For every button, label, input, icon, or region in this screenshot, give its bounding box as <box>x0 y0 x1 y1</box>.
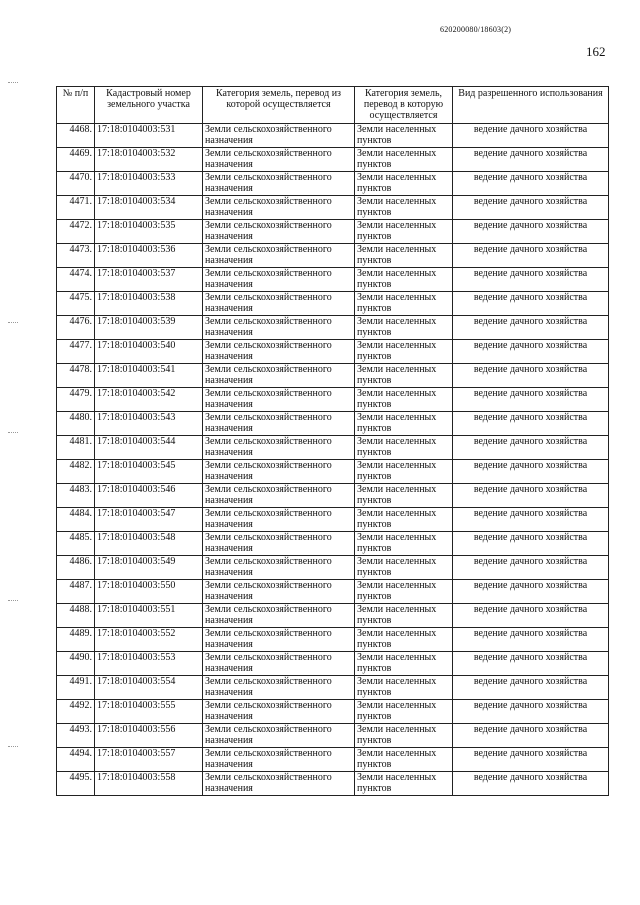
to-category: Земли населенных пунктов <box>355 772 453 796</box>
row-number: 4475. <box>57 292 95 316</box>
from-category: Земли сельскохозяйственного назначения <box>203 580 355 604</box>
scan-margin-mark <box>8 82 18 85</box>
use-type: ведение дачного хозяйства <box>453 508 609 532</box>
from-category: Земли сельскохозяйственного назначения <box>203 268 355 292</box>
from-category: Земли сельскохозяйственного назначения <box>203 484 355 508</box>
use-type: ведение дачного хозяйства <box>453 196 609 220</box>
table-row <box>57 268 609 292</box>
table-row <box>57 436 609 460</box>
table-row <box>57 508 609 532</box>
cadastral-number: 17:18:0104003:537 <box>95 268 203 292</box>
cadastral-number: 17:18:0104003:547 <box>95 508 203 532</box>
cadastral-number: 17:18:0104003:555 <box>95 700 203 724</box>
use-type: ведение дачного хозяйства <box>453 172 609 196</box>
from-category: Земли сельскохозяйственного назначения <box>203 724 355 748</box>
use-type: ведение дачного хозяйства <box>453 316 609 340</box>
to-category: Земли населенных пунктов <box>355 268 453 292</box>
use-type: ведение дачного хозяйства <box>453 460 609 484</box>
row-number: 4493. <box>57 724 95 748</box>
table-row <box>57 532 609 556</box>
row-number: 4489. <box>57 628 95 652</box>
table-row <box>57 196 609 220</box>
use-type: ведение дачного хозяйства <box>453 124 609 148</box>
use-type: ведение дачного хозяйства <box>453 244 609 268</box>
row-number: 4471. <box>57 196 95 220</box>
cadastral-number: 17:18:0104003:545 <box>95 460 203 484</box>
cadastral-number: 17:18:0104003:544 <box>95 436 203 460</box>
to-category: Земли населенных пунктов <box>355 652 453 676</box>
row-number: 4472. <box>57 220 95 244</box>
table-row <box>57 172 609 196</box>
from-category: Земли сельскохозяйственного назначения <box>203 292 355 316</box>
from-category: Земли сельскохозяйственного назначения <box>203 436 355 460</box>
row-number: 4468. <box>57 124 95 148</box>
to-category: Земли населенных пунктов <box>355 484 453 508</box>
to-category: Земли населенных пунктов <box>355 628 453 652</box>
from-category: Земли сельскохозяйственного назначения <box>203 244 355 268</box>
use-type: ведение дачного хозяйства <box>453 724 609 748</box>
to-category: Земли населенных пунктов <box>355 364 453 388</box>
use-type: ведение дачного хозяйства <box>453 388 609 412</box>
use-type: ведение дачного хозяйства <box>453 580 609 604</box>
to-category: Земли населенных пунктов <box>355 244 453 268</box>
from-category: Земли сельскохозяйственного назначения <box>203 604 355 628</box>
from-category: Земли сельскохозяйственного назначения <box>203 388 355 412</box>
to-category: Земли населенных пунктов <box>355 532 453 556</box>
from-category: Земли сельскохозяйственного назначения <box>203 508 355 532</box>
table-body <box>57 124 609 796</box>
scan-margin-mark <box>8 746 18 749</box>
use-type: ведение дачного хозяйства <box>453 412 609 436</box>
table-row <box>57 748 609 772</box>
cadastral-number: 17:18:0104003:540 <box>95 340 203 364</box>
to-category: Земли населенных пунктов <box>355 604 453 628</box>
from-category: Земли сельскохозяйственного назначения <box>203 556 355 580</box>
table-row <box>57 556 609 580</box>
table-row <box>57 220 609 244</box>
cadastral-number: 17:18:0104003:557 <box>95 748 203 772</box>
cadastral-number: 17:18:0104003:531 <box>95 124 203 148</box>
cadastral-number: 17:18:0104003:548 <box>95 532 203 556</box>
cadastral-number: 17:18:0104003:536 <box>95 244 203 268</box>
scan-margin-mark <box>8 322 18 325</box>
table-row <box>57 460 609 484</box>
row-number: 4486. <box>57 556 95 580</box>
cadastral-number: 17:18:0104003:535 <box>95 220 203 244</box>
row-number: 4495. <box>57 772 95 796</box>
row-number: 4477. <box>57 340 95 364</box>
from-category: Земли сельскохозяйственного назначения <box>203 460 355 484</box>
from-category: Земли сельскохозяйственного назначения <box>203 652 355 676</box>
table-row <box>57 484 609 508</box>
to-category: Земли населенных пунктов <box>355 436 453 460</box>
cadastral-number: 17:18:0104003:551 <box>95 604 203 628</box>
to-category: Земли населенных пунктов <box>355 148 453 172</box>
use-type: ведение дачного хозяйства <box>453 628 609 652</box>
from-category: Земли сельскохозяйственного назначения <box>203 364 355 388</box>
use-type: ведение дачного хозяйства <box>453 676 609 700</box>
row-number: 4469. <box>57 148 95 172</box>
cadastral-number: 17:18:0104003:558 <box>95 772 203 796</box>
scan-margin-mark <box>8 600 18 603</box>
to-category: Земли населенных пунктов <box>355 460 453 484</box>
to-category: Земли населенных пунктов <box>355 556 453 580</box>
to-category: Земли населенных пунктов <box>355 508 453 532</box>
cadastral-number: 17:18:0104003:538 <box>95 292 203 316</box>
from-category: Земли сельскохозяйственного назначения <box>203 340 355 364</box>
to-category: Земли населенных пунктов <box>355 388 453 412</box>
table-row <box>57 772 609 796</box>
to-category: Земли населенных пунктов <box>355 340 453 364</box>
use-type: ведение дачного хозяйства <box>453 556 609 580</box>
table-row <box>57 364 609 388</box>
table-row <box>57 124 609 148</box>
table-row <box>57 676 609 700</box>
to-category: Земли населенных пунктов <box>355 196 453 220</box>
use-type: ведение дачного хозяйства <box>453 268 609 292</box>
row-number: 4491. <box>57 676 95 700</box>
table-row <box>57 628 609 652</box>
column-header-cadastral: Кадастровый номер земельного участка <box>95 87 203 124</box>
use-type: ведение дачного хозяйства <box>453 340 609 364</box>
cadastral-number: 17:18:0104003:539 <box>95 316 203 340</box>
row-number: 4478. <box>57 364 95 388</box>
table-row <box>57 244 609 268</box>
row-number: 4480. <box>57 412 95 436</box>
to-category: Земли населенных пунктов <box>355 676 453 700</box>
table-row <box>57 604 609 628</box>
from-category: Земли сельскохозяйственного назначения <box>203 316 355 340</box>
table-row <box>57 412 609 436</box>
to-category: Земли населенных пунктов <box>355 412 453 436</box>
to-category: Земли населенных пунктов <box>355 124 453 148</box>
cadastral-number: 17:18:0104003:550 <box>95 580 203 604</box>
row-number: 4483. <box>57 484 95 508</box>
table-row <box>57 148 609 172</box>
row-number: 4474. <box>57 268 95 292</box>
to-category: Земли населенных пунктов <box>355 292 453 316</box>
column-header-from-category: Категория земель, перевод из которой осуществляется <box>203 87 355 124</box>
document-id: 620200080/18603(2) <box>440 25 512 34</box>
table-row <box>57 724 609 748</box>
to-category: Земли населенных пунктов <box>355 700 453 724</box>
from-category: Земли сельскохозяйственного назначения <box>203 628 355 652</box>
column-header-number: № п/п <box>57 87 95 124</box>
row-number: 4482. <box>57 460 95 484</box>
cadastral-number: 17:18:0104003:549 <box>95 556 203 580</box>
use-type: ведение дачного хозяйства <box>453 532 609 556</box>
use-type: ведение дачного хозяйства <box>453 292 609 316</box>
use-type: ведение дачного хозяйства <box>453 652 609 676</box>
cadastral-number: 17:18:0104003:554 <box>95 676 203 700</box>
use-type: ведение дачного хозяйства <box>453 484 609 508</box>
cadastral-number: 17:18:0104003:541 <box>95 364 203 388</box>
row-number: 4490. <box>57 652 95 676</box>
row-number: 4485. <box>57 532 95 556</box>
table-row <box>57 652 609 676</box>
cadastral-number: 17:18:0104003:556 <box>95 724 203 748</box>
cadastral-number: 17:18:0104003:533 <box>95 172 203 196</box>
from-category: Земли сельскохозяйственного назначения <box>203 412 355 436</box>
cadastral-number: 17:18:0104003:543 <box>95 412 203 436</box>
from-category: Земли сельскохозяйственного назначения <box>203 532 355 556</box>
land-plots-table <box>56 86 609 796</box>
from-category: Земли сельскохозяйственного назначения <box>203 748 355 772</box>
use-type: ведение дачного хозяйства <box>453 436 609 460</box>
table-header-row <box>57 87 609 124</box>
row-number: 4484. <box>57 508 95 532</box>
cadastral-number: 17:18:0104003:534 <box>95 196 203 220</box>
table-row <box>57 700 609 724</box>
from-category: Земли сельскохозяйственного назначения <box>203 196 355 220</box>
cadastral-number: 17:18:0104003:546 <box>95 484 203 508</box>
from-category: Земли сельскохозяйственного назначения <box>203 220 355 244</box>
to-category: Земли населенных пунктов <box>355 724 453 748</box>
table-row <box>57 316 609 340</box>
column-header-to-category: Категория земель, перевод в которую осуществляется <box>355 87 453 124</box>
column-header-use-type: Вид разрешенного использования <box>453 87 609 124</box>
to-category: Земли населенных пунктов <box>355 580 453 604</box>
from-category: Земли сельскохозяйственного назначения <box>203 148 355 172</box>
table-row <box>57 388 609 412</box>
row-number: 4488. <box>57 604 95 628</box>
row-number: 4470. <box>57 172 95 196</box>
to-category: Земли населенных пунктов <box>355 220 453 244</box>
to-category: Земли населенных пунктов <box>355 748 453 772</box>
from-category: Земли сельскохозяйственного назначения <box>203 700 355 724</box>
cadastral-number: 17:18:0104003:542 <box>95 388 203 412</box>
use-type: ведение дачного хозяйства <box>453 748 609 772</box>
to-category: Земли населенных пунктов <box>355 316 453 340</box>
use-type: ведение дачного хозяйства <box>453 220 609 244</box>
row-number: 4487. <box>57 580 95 604</box>
table-row <box>57 292 609 316</box>
cadastral-number: 17:18:0104003:532 <box>95 148 203 172</box>
row-number: 4481. <box>57 436 95 460</box>
from-category: Земли сельскохозяйственного назначения <box>203 676 355 700</box>
page-number: 162 <box>586 44 606 59</box>
table-row <box>57 340 609 364</box>
from-category: Земли сельскохозяйственного назначения <box>203 172 355 196</box>
use-type: ведение дачного хозяйства <box>453 148 609 172</box>
cadastral-number: 17:18:0104003:553 <box>95 652 203 676</box>
use-type: ведение дачного хозяйства <box>453 364 609 388</box>
row-number: 4473. <box>57 244 95 268</box>
row-number: 4479. <box>57 388 95 412</box>
from-category: Земли сельскохозяйственного назначения <box>203 772 355 796</box>
table-row <box>57 580 609 604</box>
cadastral-number: 17:18:0104003:552 <box>95 628 203 652</box>
from-category: Земли сельскохозяйственного назначения <box>203 124 355 148</box>
row-number: 4494. <box>57 748 95 772</box>
use-type: ведение дачного хозяйства <box>453 700 609 724</box>
row-number: 4492. <box>57 700 95 724</box>
use-type: ведение дачного хозяйства <box>453 772 609 796</box>
to-category: Земли населенных пунктов <box>355 172 453 196</box>
row-number: 4476. <box>57 316 95 340</box>
scan-margin-mark <box>8 432 18 435</box>
use-type: ведение дачного хозяйства <box>453 604 609 628</box>
